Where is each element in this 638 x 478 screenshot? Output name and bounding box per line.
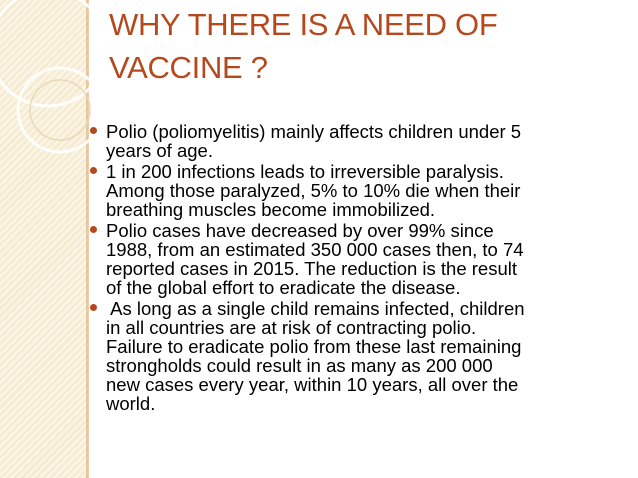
bullet-line: Polio cases have decreased by over 99% since bbox=[106, 220, 494, 241]
bullet-text bbox=[106, 122, 620, 160]
bullet-line: Failure to eradicate polio from these last remaining bbox=[106, 336, 522, 357]
bullet-list bbox=[90, 122, 620, 415]
bullet-line: strongholds could result in as many as 200 000 bbox=[106, 355, 493, 376]
bullet-dot-icon bbox=[90, 304, 97, 311]
title-line: VACCINE ? bbox=[109, 50, 268, 85]
bullet-item bbox=[90, 122, 620, 160]
slide-title bbox=[109, 3, 609, 89]
bullet-text bbox=[106, 162, 620, 219]
bullet-line: world. bbox=[106, 393, 156, 414]
bullet-item bbox=[90, 299, 620, 413]
bullet-dot-icon bbox=[90, 127, 97, 134]
bullet-line: years of age. bbox=[106, 140, 213, 161]
bullet-dot-icon bbox=[90, 167, 97, 174]
bullet-line: breathing muscles become immobilized. bbox=[106, 199, 436, 220]
bullet-item bbox=[90, 162, 620, 219]
bullet-line: Among those paralyzed, 5% to 10% die when their bbox=[106, 180, 521, 201]
bullet-line: 1988, from an estimated 350 000 cases then, to 74 bbox=[106, 239, 524, 260]
bullet-dot-icon bbox=[90, 226, 97, 233]
bullet-line: Polio (poliomyelitis) mainly affects children under 5 bbox=[106, 121, 522, 142]
bullet-line: reported cases in 2015. The reduction is the result bbox=[106, 258, 518, 279]
title-line: WHY THERE IS A NEED OF bbox=[109, 7, 498, 42]
bullet-line: new cases every year, within 10 years, all over the bbox=[106, 374, 519, 395]
bullet-item bbox=[90, 221, 620, 297]
bullet-line: in all countries are at risk of contracting polio. bbox=[106, 317, 477, 338]
bullet-text bbox=[106, 221, 620, 297]
bullet-line: of the global effort to eradicate the disease. bbox=[106, 277, 461, 298]
bullet-line: 1 in 200 infections leads to irreversible paralysis. bbox=[106, 161, 504, 182]
bullet-line: As long as a single child remains infected, children bbox=[106, 298, 525, 319]
bullet-text bbox=[106, 299, 620, 413]
